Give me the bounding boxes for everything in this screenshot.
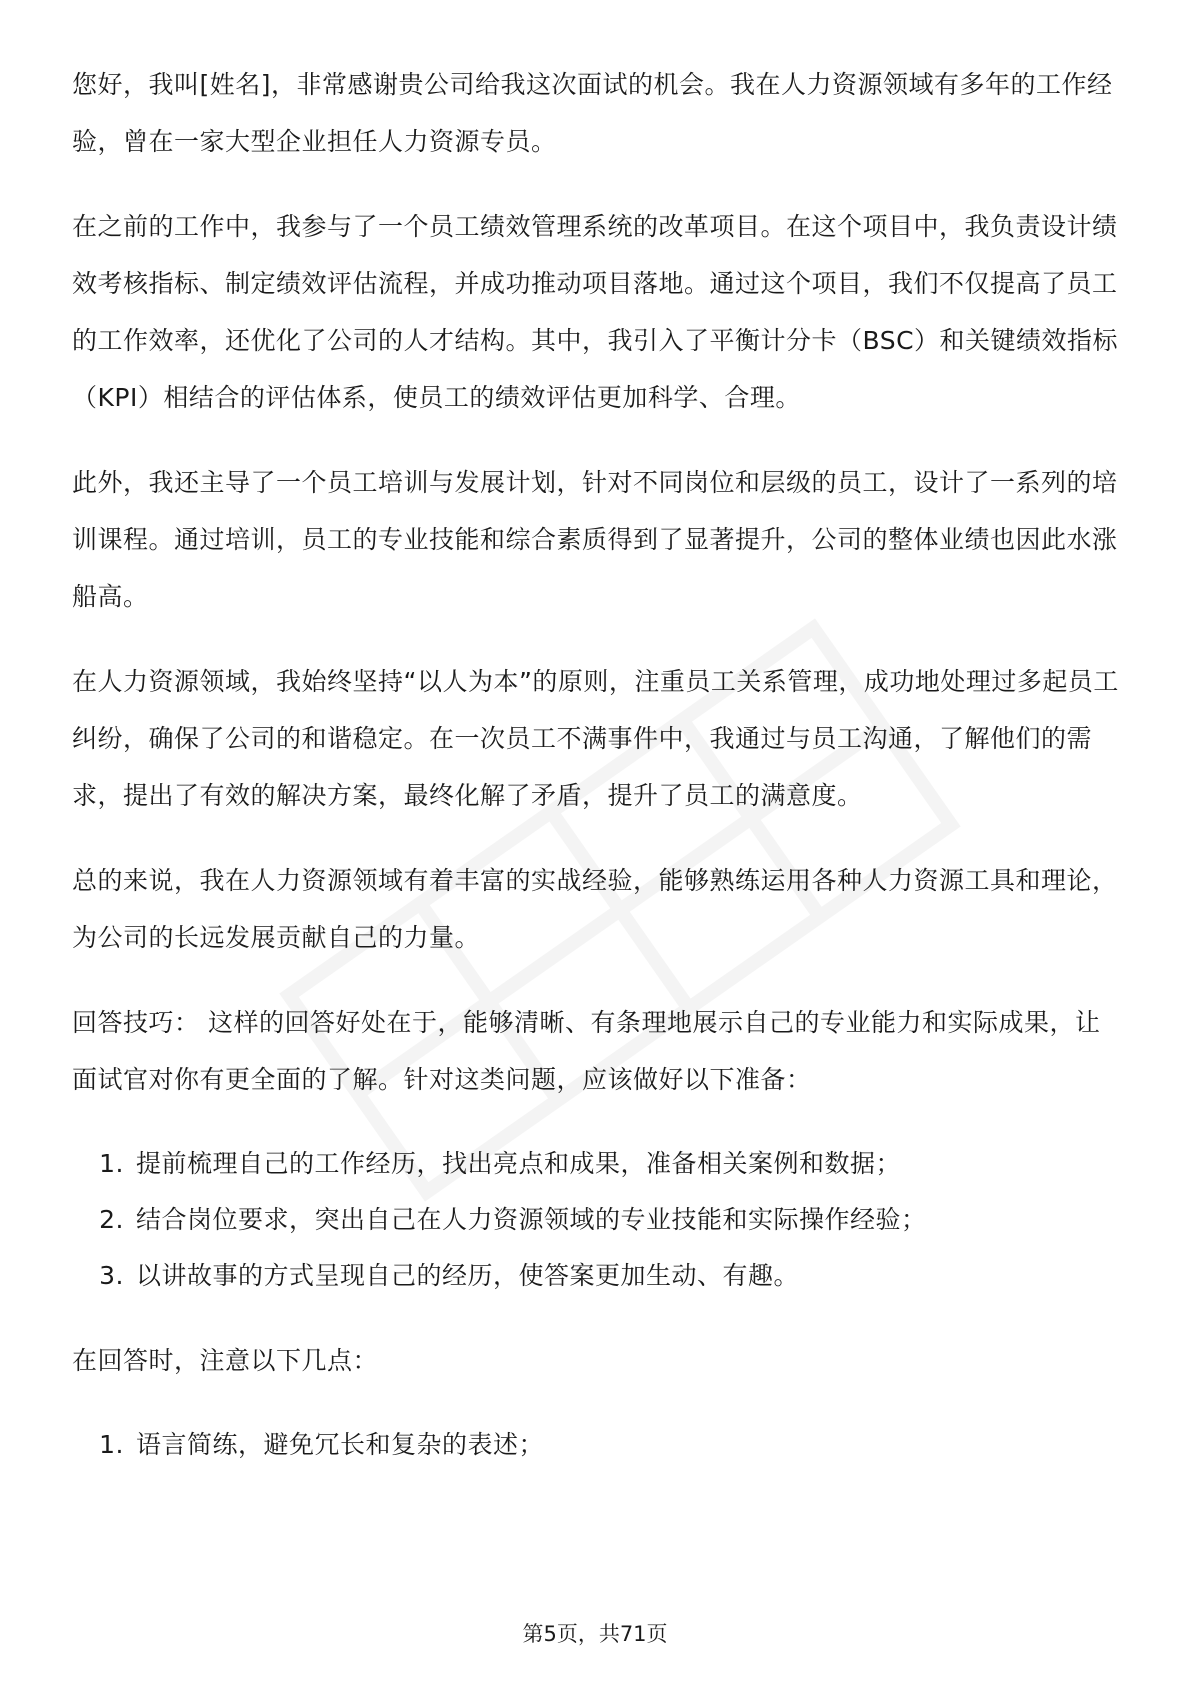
performance-project-paragraph: 在之前的工作中，我参与了一个员工绩效管理系统的改革项目。在这个项目中，我负责设计绩效考核指标、制定绩效评估流程，并成功推动项目落地。通过这个项目，我们不仅提高了员工的工作效率，还优化了公司的人才结构。其中，我引入了平衡计分卡（BSC）和关键绩效指标（KPI）相结合的评估体系，使员工的绩效评估更加科学、合理。 bbox=[72, 212, 1119, 412]
preparation-list bbox=[72, 1136, 1122, 1304]
page-number-footer: 第5页，共71页 bbox=[522, 1622, 668, 1646]
notice-heading: 在回答时，注意以下几点： bbox=[72, 1346, 379, 1375]
answer-tips-paragraph: 回答技巧： 这样的回答好处在于，能够清晰、有条理地展示自己的专业能力和实际成果，让面试官对你有更全面的了解。针对这类问题，应该做好以下准备： bbox=[72, 1008, 1101, 1094]
document-body bbox=[72, 56, 1122, 1501]
list-item-number: 1. bbox=[99, 1430, 124, 1459]
intro-paragraph: 您好，我叫[姓名]，非常感谢贵公司给我这次面试的机会。我在人力资源领域有多年的工作经验，曾在一家大型企业担任人力资源专员。 bbox=[72, 70, 1113, 156]
notice-list bbox=[72, 1417, 1122, 1473]
summary-paragraph: 总的来说，我在人力资源领域有着丰富的实战经验，能够熟练运用各种人力资源工具和理论，为公司的长远发展贡献自己的力量。 bbox=[72, 866, 1118, 952]
list-item bbox=[72, 1192, 1122, 1248]
list-item-text: 提前梳理自己的工作经历，找出亮点和成果，准备相关案例和数据； bbox=[136, 1149, 902, 1178]
employee-relations-paragraph: 在人力资源领域，我始终坚持“以人为本”的原则，注重员工关系管理，成功地处理过多起员工纠纷，确保了公司的和谐稳定。在一次员工不满事件中，我通过与员工沟通，了解他们的需求，提出了有效的解决方案，最终化解了矛盾，提升了员工的满意度。 bbox=[72, 667, 1119, 810]
list-item bbox=[72, 1136, 1122, 1192]
list-item-number: 2. bbox=[99, 1205, 124, 1234]
training-plan-paragraph: 此外，我还主导了一个员工培训与发展计划，针对不同岗位和层级的员工，设计了一系列的培训课程。通过培训，员工的专业技能和综合素质得到了显著提升，公司的整体业绩也因此水涨船高。 bbox=[72, 468, 1118, 611]
list-item-number: 3. bbox=[99, 1261, 124, 1290]
list-item-text: 结合岗位要求，突出自己在人力资源领域的专业技能和实际操作经验； bbox=[136, 1205, 927, 1234]
list-item-text: 以讲故事的方式呈现自己的经历，使答案更加生动、有趣。 bbox=[136, 1261, 800, 1290]
list-item bbox=[72, 1248, 1122, 1304]
list-item bbox=[72, 1417, 1122, 1473]
list-item-text: 语言简练，避免冗长和复杂的表述； bbox=[136, 1430, 545, 1459]
list-item-number: 1. bbox=[99, 1149, 124, 1178]
